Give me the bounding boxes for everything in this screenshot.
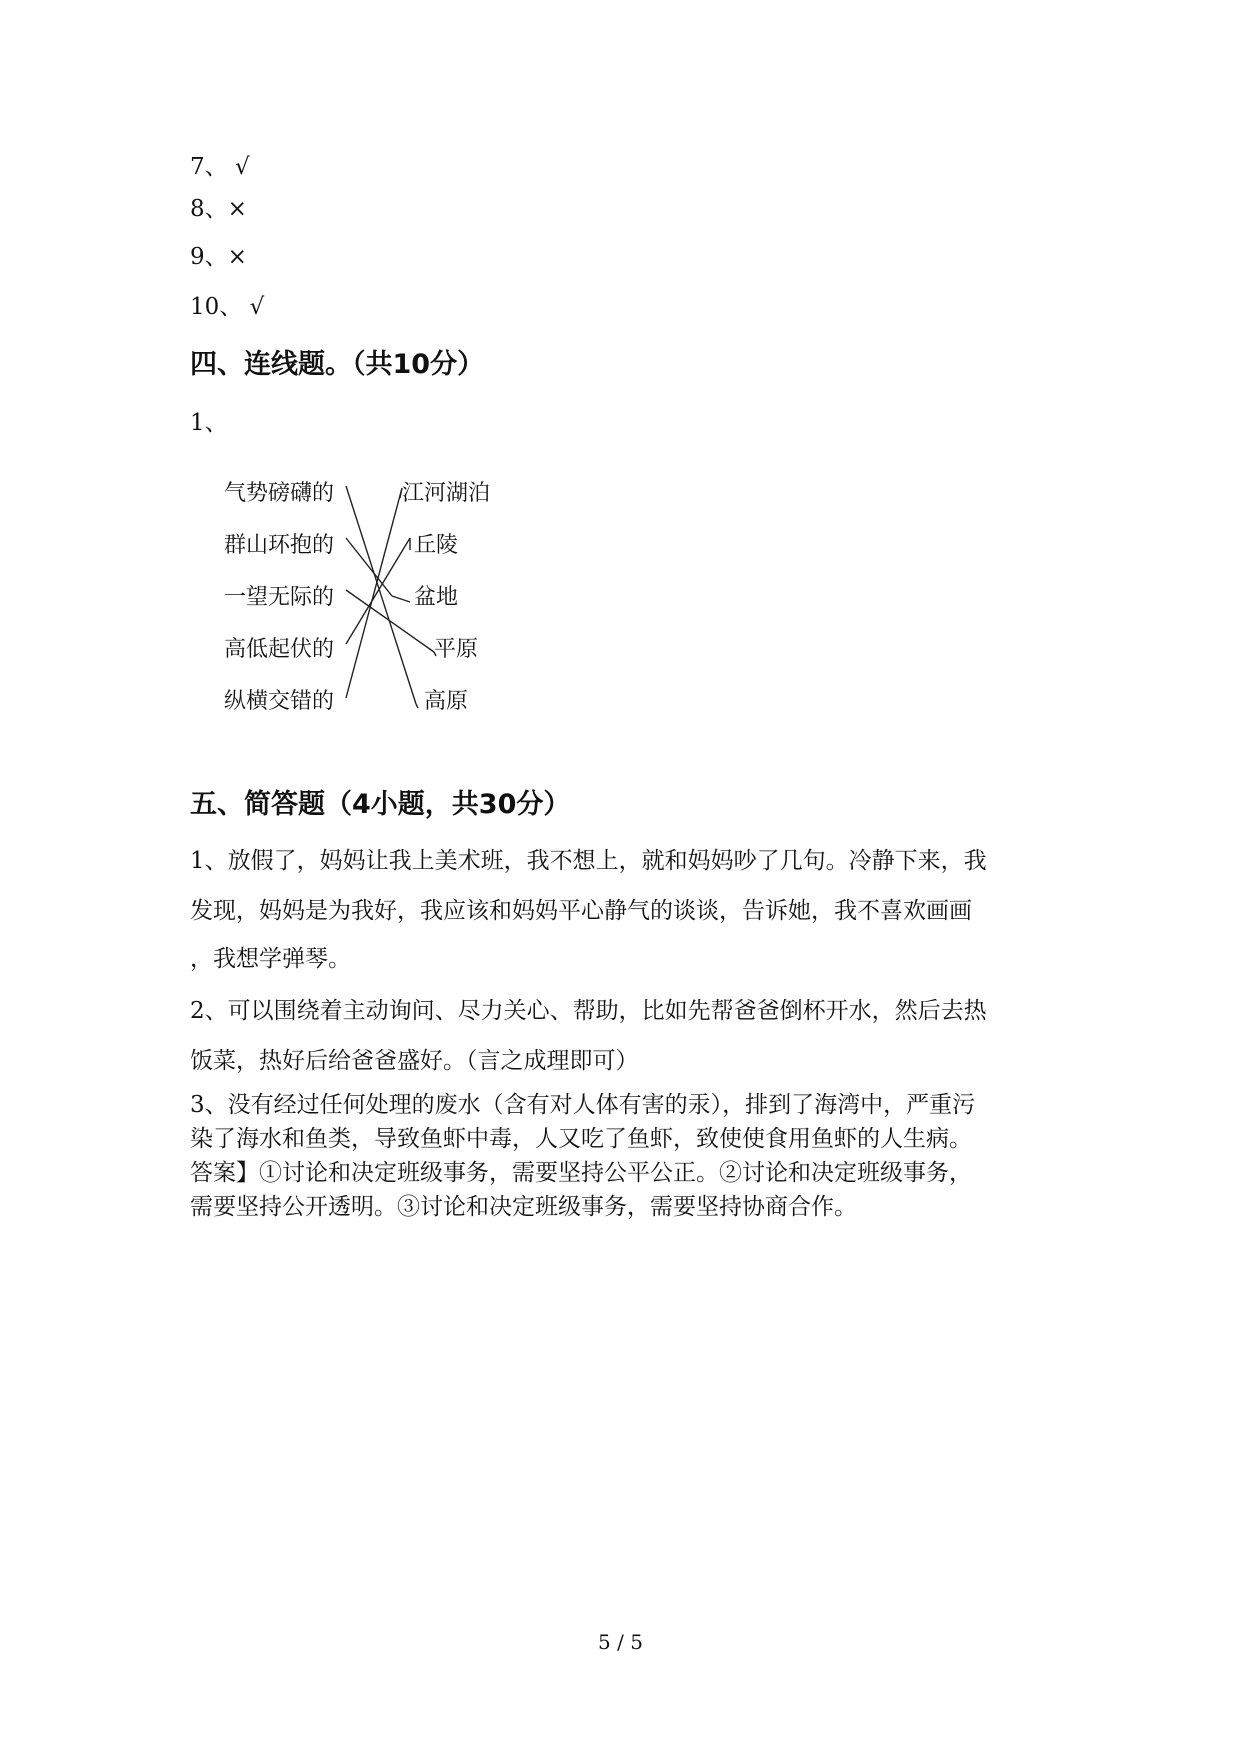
left-item: 高低起伏的 [224,637,335,662]
connector-line [346,538,392,596]
right-item: 江河湖泊 [402,481,491,506]
check-mark: √ [234,154,250,180]
answer-number: 10、 [190,294,243,320]
connector-line [346,488,402,698]
section4-item-number: 1、 [190,410,228,436]
answer-line: 发现，妈妈是为我好，我应该和妈妈平心静气的谈谈，告诉她，我不喜欢画画 [190,898,972,924]
answer-9 [190,242,247,272]
answer-line: 3、没有经过任何处理的废水（含有对人体有害的汞），排到了海湾中，严重污 [190,1092,976,1118]
connector-lines [220,468,520,728]
page-number: 5 / 5 [598,1630,643,1654]
left-item: 纵横交错的 [224,689,335,714]
section4-heading: 四、连线题。（共10分） [190,349,485,380]
right-item: 高原 [424,689,469,714]
answer-number: 8、 [190,196,228,222]
answer-number: 9、 [190,244,228,270]
answer-line: 答案】①讨论和决定班级事务，需要坚持公平公正。②讨论和决定班级事务， [190,1160,972,1186]
right-item: 平原 [434,637,479,662]
connector-line [392,596,410,602]
answer-line: ，我想学弹琴。 [190,946,351,972]
answer-line: 1、放假了，妈妈让我上美术班，我不想上，就和妈妈吵了几句。冷静下来，我 [190,848,987,874]
cross-mark: × [227,244,247,270]
matching-diagram [220,468,520,728]
check-mark: √ [249,294,265,320]
answer-line: 饭菜，热好后给爸爸盛好。（言之成理即可） [190,1048,639,1074]
answer-8 [190,194,247,224]
answer-line: 2、可以围绕着主动询问、尽力关心、帮助，比如先帮爸爸倒杯开水，然后去热 [190,998,987,1024]
answer-line: 染了海水和鱼类，导致鱼虾中毒，人又吃了鱼虾，致使使食用鱼虾的人生病。 [190,1126,972,1152]
section5-heading: 五、简答题（4小题，共30分） [190,789,571,820]
right-item: 丘陵 [414,533,459,558]
left-item: 一望无际的 [224,585,335,610]
answer-line: 需要坚持公开透明。③讨论和决定班级事务，需要坚持协商合作。 [190,1194,857,1220]
answer-10 [190,292,264,322]
connector-line [434,652,436,656]
left-item: 群山环抱的 [224,533,335,558]
connector-line [416,704,418,708]
cross-mark: × [227,196,247,222]
right-item: 盆地 [414,585,459,610]
answer-7 [190,152,250,182]
answer-number: 7、 [190,154,228,180]
connector-line [400,488,402,498]
left-item: 气势磅礴的 [224,481,335,506]
connector-line [346,486,416,704]
